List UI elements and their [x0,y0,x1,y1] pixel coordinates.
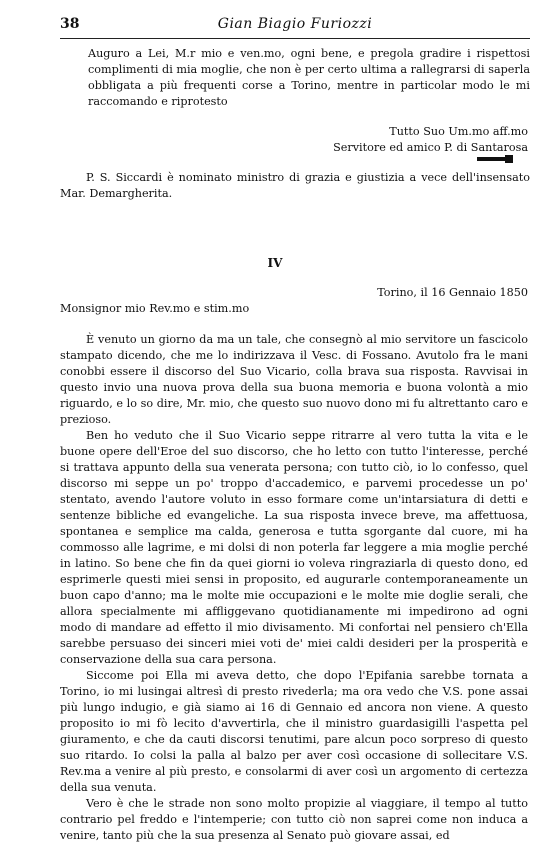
letter-salutation: Monsignor mio Rev.mo e stim.mo [60,302,250,315]
valediction-line-2: Servitore ed amico P. di Santarosa [333,141,528,154]
valediction [270,124,528,156]
signature-flourish [477,155,515,163]
valediction-line-1: Tutto Suo Um.mo aff.mo [389,125,528,138]
letter-dateline: Torino, il 16 Gennaio 1850 [377,286,528,299]
letter-body [60,332,528,844]
body-paragraph-4: Vero è che le strade non sono molto propizie al viaggiare, il tempo al tutto contrario pel freddo e l'intemperie; con tutto ciò non saprei come non induca a venire, tanto più che la sua presenza al Senato può giovare assai, ed [60,797,528,842]
running-header [60,16,530,38]
closing-paragraph-text: Auguro a Lei, M.r mio e ven.mo, ogni bene, e pregola gradire i rispettosi complimenti di mia moglie, che non è per certo ultima a rallegrarsi di saperla obbligata a più frequenti corse a Torino, mentre in particolar modo le mi raccomando e riprotesto [88,47,530,108]
letter-closing-paragraph [88,46,530,110]
body-paragraph-3: Siccome poi Ella mi aveva detto, che dopo l'Epifania sarebbe tornata a Torino, io mi lusingai altresì di presto rivederla; ma ora vedo che V.S. pone assai più lungo indugio, e già siamo ai 16 di Gennaio ed ancora non viene. A questo proposito io mi fò lecito d'avvertirla, che il ministro guardasigilli l'aspetta pel giuramento, e che da cauti discorsi tenutimi, pare alcun poco sorpreso di questo suo ritardo. Io colsi la palla al balzo per aver così occasione di sollecitare V.S. Rev.ma a venire al più presto, e consolarmi di aver così un argomento di certezza della sua venuta. [60,669,528,794]
postscript-text: P. S. Siccardi è nominato ministro di grazia e giustizia a vece dell'insensato Mar. Demargherita. [60,171,530,200]
body-paragraph-2: Ben ho veduto che il Suo Vicario seppe ritrarre al vero tutta la vita e le buone opere dell'Eroe del suo discorso, che ho letto con tutto l'interesse, perché si trattava appunto della sua venerata persona; con tutto ciò, io lo confesso, quel discorso mi seppe un po' troppo d'accademico, e parvemi procedesse un po' stentato, avendo l'autore voluto in esso formare come un'intarsiatura di detti e sentenze bibliche ed evangeliche. La sua risposta invece breve, ma affettuosa, spontanea e semplice ma calda, generosa e tutta sgorgante dal cuore, mi ha commosso alle lagrime, e mi dolsi di non poterla far leggere a mia moglie perché in latino. So bene che fin da quei giorni io voleva ringraziarla di questo dono, ed esprimerle questi miei sensi in proposito, ed augurarle contemporaneamente un buon capo d'anno; ma le molte mie occupazioni e le molte mie doglie serali, che allora specialmente mi affliggevano quotidianamente mi impedirono ad ogni modo di mandare ad effetto il mio divisamento. Mi confortai nel pensiero ch'Ella sarebbe persuaso dei sinceri miei voti de' miei caldi desideri per la prosperità e conservazione della sua cara persona. [60,429,528,666]
postscript [60,170,530,202]
header-rule [60,38,530,39]
body-paragraph-1: È venuto un giorno da ma un tale, che consegnò al mio servitore un fascicolo stampato dicendo, che me lo indirizzava il Vesc. di Fossano. Avutolo fra le mani conobbi essere il discorso del Suo Vicario, colla brava sua risposta. Ravvisai in questo invio una nuova prova della sua buona memoria e buona volontà a mio riguardo, e lo so dire, Mr. mio, che questo suo nuovo dono mi fu altrettanto caro e prezioso. [60,333,528,426]
running-title: Gian Biagio Furiozzi [217,16,373,32]
page-number: 38 [60,16,80,32]
section-numeral: IV [267,256,283,270]
